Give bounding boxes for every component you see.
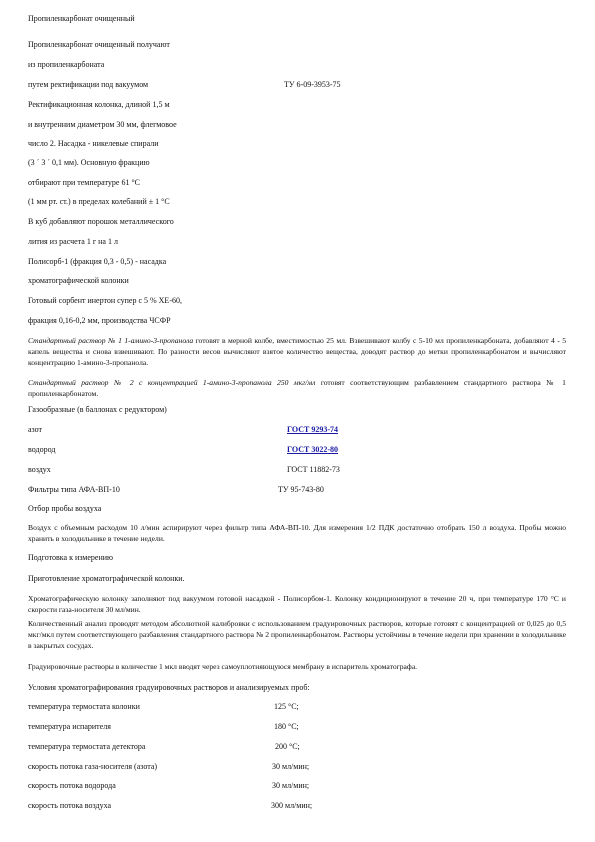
gost-link[interactable]: ГОСТ 9293-74 [287, 425, 338, 434]
gost-reference: ГОСТ 11882-73 [287, 465, 340, 474]
sampling-heading: Отбор пробы воздуха [28, 504, 102, 513]
condition-param: температура испарителя [28, 722, 111, 731]
filters-label: Фильтры типа АФА-ВП-10 [28, 485, 120, 494]
condition-param: скорость потока водорода [28, 781, 116, 790]
text-line: лития из расчета 1 г на 1 л [28, 237, 118, 246]
condition-param: температура термостата колонки [28, 702, 140, 711]
paragraph-lead: Стандартный раствор № 2 с концентрацией 1-амино-3-пропанола 250 мкг/мл [28, 378, 316, 387]
paragraph-body: готовят в мерной колбе, вместимостью 25 мл. Взвешивают колбу с 5-10 мл пропиленкарбоната, добавляют 4 - 5 капель вещества и снова взвешивают. По разности весов вычисляют взятое количество вещества, доводят раствор до метки пропиленкарбонатом и вычисляют концентрацию 1-амино-3-пропанола. [28, 336, 566, 367]
text-line: и внутренним диаметром 30 мм, флегмовое [28, 120, 177, 129]
text-line: В куб добавляют порошок металлического [28, 217, 174, 226]
spec-reference: ТУ 6-09-3953-75 [284, 80, 341, 89]
text-line: Полисорб-1 (фракция 0,3 - 0,5) - насадка [28, 257, 167, 266]
condition-value: 300 мл/мин; [271, 801, 313, 810]
conditions-heading: Условия хроматографирования градуировочных растворов и анализируемых проб: [28, 683, 310, 692]
gas-name: воздух [28, 465, 51, 474]
sampling-text: Воздух с объемным расходом 10 л/мин аспирируют через фильтр типа АФА-ВП-10. Для измерения 1/2 ПДК достаточно отобрать 150 л воздуха. Пробы можно хранить в холодильнике в течение недели. [28, 523, 566, 543]
column-preparation-subheading: Приготовление хроматографической колонки. [28, 574, 185, 583]
text-line: Пропиленкарбонат очищенный получают [28, 40, 170, 49]
condition-param: скорость потока газа-носителя (азота) [28, 762, 158, 771]
condition-value: 30 мл/мин; [272, 762, 310, 771]
text-line: (1 мм рт. ст.) в пределах колебаний ± 1 °С [28, 197, 170, 206]
condition-value: 180 °С; [274, 722, 299, 731]
text-line: число 2. Насадка - никелевые спирали [28, 139, 159, 148]
condition-param: скорость потока воздуха [28, 801, 112, 810]
text-line: Ректификационная колонка, длиной 1,5 м [28, 100, 170, 109]
condition-value: 30 мл/мин; [272, 781, 310, 790]
calibration-text: Количественный анализ проводят методом абсолютной калибровки с использованием градуировочных растворов, которые готовят с концентрацией от 0,025 до 0,5 мкг/мкл путем соответствующего разбавления стандартного раствора № 2 пропиленкарбонатом. Растворы устойчивы в течение недели при хранении в холодильнике в закрытых сосудах. [28, 619, 566, 650]
text-line: отбирают при температуре 61 °С [28, 178, 140, 187]
doc-title: Пропиленкарбонат очищенный [28, 14, 135, 23]
gases-heading: Газообразные (в баллонах с редуктором) [28, 405, 167, 414]
text-line: (3 ´ 3 ´ 0,1 мм). Основную фракцию [28, 158, 150, 167]
condition-value: 200 °С; [275, 742, 300, 751]
text-line: из пропиленкарбоната [28, 60, 105, 69]
preparation-heading: Подготовка к измерению [28, 553, 113, 562]
condition-param: температура термостата детектора [28, 742, 146, 751]
column-preparation-text: Хроматографическую колонку заполняют под вакуумом готовой насадкой - Полисорбом-1. Колонку кондиционируют в течение 20 ч, при температуре 170 °С и скорости газа-носителя 30 мл/мин. [28, 594, 566, 614]
gost-link[interactable]: ГОСТ 3022-80 [287, 445, 338, 454]
paragraph-lead: Стандартный раствор № 1 1-амино-3-пропанола [28, 336, 194, 345]
injection-text: Градуировочные растворы в количестве 1 мкл вводят через самоуплотняющуюся мембрану в испаритель хроматографа. [28, 662, 418, 671]
paragraph-body: готовят соответствующим разбавлением стандартного раствора № 1 пропиленкарбонатом. [28, 378, 566, 398]
text-line: фракция 0,16-0,2 мм, производства ЧСФР [28, 316, 171, 325]
text-line: путем ректификации под вакуумом [28, 80, 149, 89]
text-line: Готовый сорбент инертон супер с 5 % ХЕ-60, [28, 296, 182, 305]
condition-value: 125 °С; [274, 702, 299, 711]
standard-solution-1-paragraph [28, 335, 566, 368]
gas-name: азот [28, 425, 43, 434]
standard-solution-2-paragraph [28, 377, 566, 399]
gas-name: водород [28, 445, 56, 454]
filters-spec: ТУ 95-743-80 [278, 485, 324, 494]
text-line: хроматографической колонки [28, 276, 129, 285]
